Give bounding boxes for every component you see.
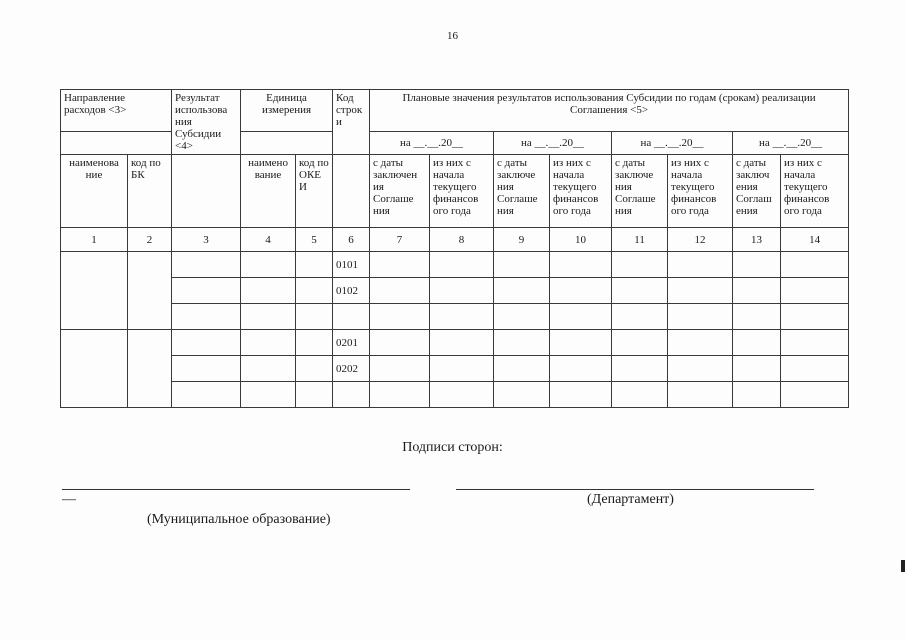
table-cell[interactable] [172, 304, 241, 330]
column-number: 12 [668, 228, 733, 252]
column-number: 4 [241, 228, 296, 252]
header-okei-code: код по ОКЕ И [296, 155, 333, 228]
page-number: 16 [447, 30, 458, 42]
table-cell[interactable] [370, 330, 430, 356]
header-direction: Направление расходов <3> [61, 90, 172, 132]
header-sub-col: из них с начала текущего финансов ого года [550, 155, 612, 228]
column-number: 14 [781, 228, 849, 252]
table-cell[interactable] [612, 278, 668, 304]
column-number: 13 [733, 228, 781, 252]
table-cell[interactable] [733, 278, 781, 304]
table-cell[interactable] [733, 252, 781, 278]
table-cell[interactable] [550, 330, 612, 356]
table-cell[interactable] [781, 330, 849, 356]
header-sub-col: с даты заключ ения Соглаш ения [733, 155, 781, 228]
page-edge-mark [901, 560, 905, 572]
table-cell[interactable] [296, 356, 333, 382]
table-cell[interactable] [494, 278, 550, 304]
table-cell[interactable] [172, 356, 241, 382]
table-cell[interactable] [668, 304, 733, 330]
table-row [61, 356, 849, 382]
table-cell[interactable] [370, 278, 430, 304]
table-cell[interactable] [241, 252, 296, 278]
header-unit: Единица измерения [241, 90, 333, 132]
column-number: 5 [296, 228, 333, 252]
row-code: 0201 [333, 330, 370, 356]
table-cell[interactable] [733, 330, 781, 356]
column-number: 1 [61, 228, 128, 252]
header-row-3 [61, 155, 849, 228]
table-cell[interactable] [781, 252, 849, 278]
header-sub-col: с даты заключен ия Соглаше ния [370, 155, 430, 228]
table-cell[interactable] [370, 252, 430, 278]
header-result-gap [172, 155, 241, 228]
header-period-2: на __.__.20__ [494, 131, 612, 154]
table-cell[interactable] [172, 382, 241, 408]
row-code: 0102 [333, 278, 370, 304]
column-number: 3 [172, 228, 241, 252]
table-cell[interactable] [781, 278, 849, 304]
right-signature-line[interactable] [456, 489, 814, 490]
table-row [61, 304, 849, 330]
table-cell[interactable] [781, 304, 849, 330]
header-name: наименова ние [61, 155, 128, 228]
column-number: 8 [430, 228, 494, 252]
table-cell[interactable] [550, 252, 612, 278]
left-dash: — [62, 492, 76, 507]
header-result: Результат использова ния Субсидии <4> [172, 90, 241, 155]
table-cell[interactable] [550, 278, 612, 304]
table-cell[interactable] [241, 304, 296, 330]
bk-code-cell[interactable] [128, 330, 172, 408]
right-signature-label: (Департамент) [587, 492, 674, 507]
header-planned: Плановые значения результатов использования Субсидии по годам (срокам) реализации Соглашения <5> [370, 90, 849, 132]
table-cell[interactable] [370, 304, 430, 330]
header-bk-code: код по БК [128, 155, 172, 228]
table-cell[interactable] [668, 330, 733, 356]
table-cell[interactable] [430, 356, 494, 382]
table-cell[interactable] [241, 278, 296, 304]
header-direction-gap [61, 131, 172, 154]
header-row-1 [61, 90, 849, 132]
row-code: 0101 [333, 252, 370, 278]
header-code-gap [333, 155, 370, 228]
table-cell[interactable] [296, 330, 333, 356]
table-row [61, 382, 849, 408]
table-cell[interactable] [172, 252, 241, 278]
column-number: 6 [333, 228, 370, 252]
table-cell[interactable] [241, 382, 296, 408]
table-cell[interactable] [296, 252, 333, 278]
table-cell[interactable] [550, 356, 612, 382]
header-sub-col: с даты заключе ния Соглаше ния [494, 155, 550, 228]
table-cell[interactable] [612, 304, 668, 330]
table-cell[interactable] [612, 330, 668, 356]
direction-name-cell[interactable] [61, 330, 128, 408]
header-unit-gap [241, 131, 333, 154]
table-cell[interactable] [430, 252, 494, 278]
table-cell[interactable] [430, 330, 494, 356]
table-cell[interactable] [494, 304, 550, 330]
table-cell[interactable] [612, 382, 668, 408]
results-table [60, 89, 849, 408]
table-cell[interactable] [296, 382, 333, 408]
direction-name-cell[interactable] [61, 252, 128, 330]
table-row [61, 330, 849, 356]
table-cell[interactable] [494, 252, 550, 278]
table-cell[interactable] [370, 356, 430, 382]
column-number: 11 [612, 228, 668, 252]
table-cell[interactable] [296, 278, 333, 304]
table-cell[interactable] [241, 356, 296, 382]
table-cell[interactable] [494, 330, 550, 356]
table-row [61, 278, 849, 304]
table-cell[interactable] [733, 382, 781, 408]
table-cell[interactable] [781, 382, 849, 408]
column-number: 10 [550, 228, 612, 252]
table-cell[interactable] [668, 356, 733, 382]
left-signature-line[interactable] [62, 489, 410, 490]
table-cell[interactable] [550, 304, 612, 330]
table-row [61, 252, 849, 278]
bk-code-cell[interactable] [128, 252, 172, 330]
header-period-4: на __.__.20__ [733, 131, 849, 154]
row-code: 0202 [333, 356, 370, 382]
header-unit-name: наимено вание [241, 155, 296, 228]
header-sub-col: из них с начала текущего финансов ого года [781, 155, 849, 228]
table-cell[interactable] [241, 330, 296, 356]
left-signature-label: (Муниципальное образование) [147, 512, 331, 527]
row-code [333, 304, 370, 330]
header-sub-col: из них с начала текущего финансов ого года [668, 155, 733, 228]
header-sub-col: с даты заключе ния Соглаше ния [612, 155, 668, 228]
signatures-title: Подписи сторон: [402, 440, 503, 455]
row-code [333, 382, 370, 408]
table-cell[interactable] [612, 252, 668, 278]
table-cell[interactable] [494, 356, 550, 382]
table-cell[interactable] [370, 382, 430, 408]
header-sub-col: из них с начала текущего финансов ого года [430, 155, 494, 228]
table-cell[interactable] [296, 304, 333, 330]
column-number: 2 [128, 228, 172, 252]
table-cell[interactable] [781, 356, 849, 382]
header-code: Код строк и [333, 90, 370, 155]
table-cell[interactable] [430, 278, 494, 304]
table-cell[interactable] [668, 252, 733, 278]
table-cell[interactable] [612, 356, 668, 382]
column-numbers-row [61, 228, 849, 252]
column-number: 7 [370, 228, 430, 252]
table-cell[interactable] [668, 382, 733, 408]
table-cell[interactable] [733, 304, 781, 330]
table-cell[interactable] [430, 382, 494, 408]
table-cell[interactable] [172, 278, 241, 304]
table-cell[interactable] [172, 330, 241, 356]
table-cell[interactable] [494, 382, 550, 408]
table-cell[interactable] [430, 304, 494, 330]
header-period-1: на __.__.20__ [370, 131, 494, 154]
column-number: 9 [494, 228, 550, 252]
table-cell[interactable] [733, 356, 781, 382]
table-cell[interactable] [550, 382, 612, 408]
header-period-3: на __.__.20__ [612, 131, 733, 154]
table-cell[interactable] [668, 278, 733, 304]
